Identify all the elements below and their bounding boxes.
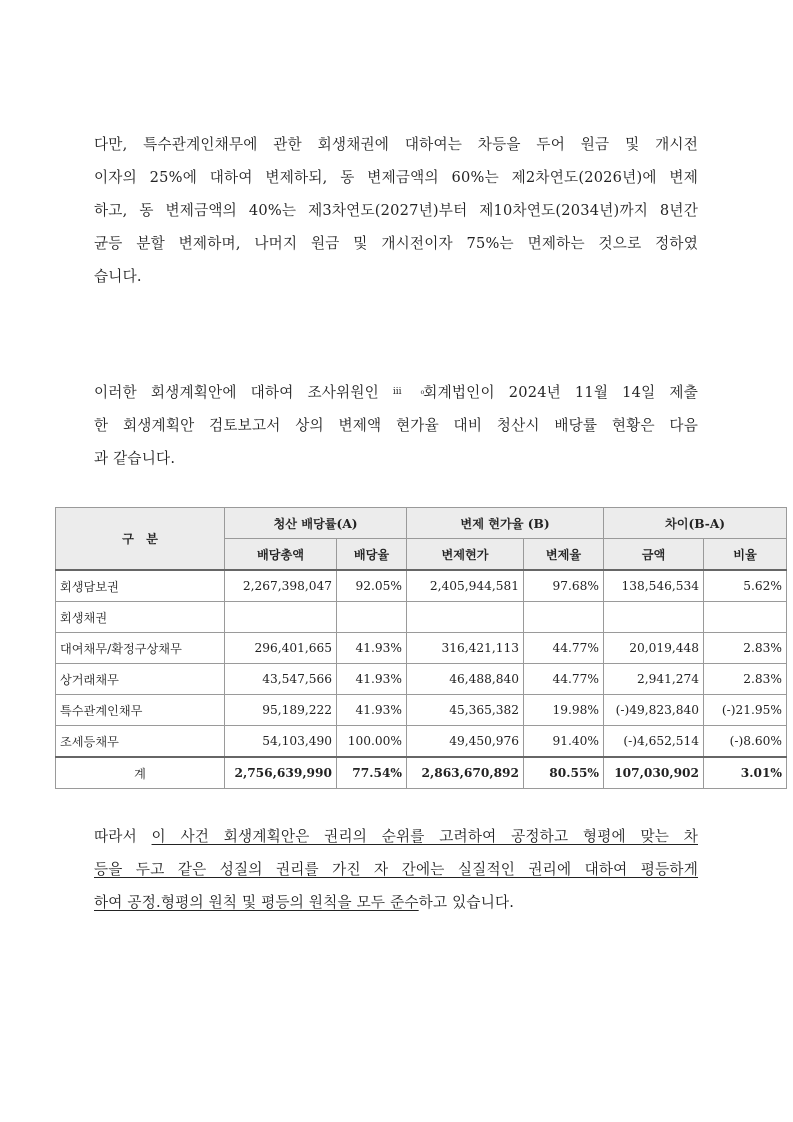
cell-ratio: [704, 602, 787, 633]
header-dividend-total: 배당총액: [225, 539, 337, 571]
cell-repayment-rate: [524, 602, 604, 633]
total-dividend-rate: 77.54%: [337, 757, 407, 789]
total-present-value: 2,863,670,892: [407, 757, 524, 789]
total-amount: 107,030,902: [604, 757, 704, 789]
cell-amount: (-)4,652,514: [604, 726, 704, 758]
cell-amount: (-)49,823,840: [604, 695, 704, 726]
row-label: 회생채권: [56, 602, 225, 633]
paragraph-line: 한 회생계획안 검토보고서 상의 변제액 현가율 대비 청산시 배당률 현황은 다음: [94, 417, 698, 434]
paragraph-line: 과 같습니다.: [94, 450, 176, 467]
cell-ratio: 2.83%: [704, 633, 787, 664]
cell-repayment-rate: 97.68%: [524, 570, 604, 602]
header-dividend-rate: 배당율: [337, 539, 407, 571]
underlined-text: 하여 공정.형평의 원칙 및 평등의 원칙을 모두 준수: [94, 894, 419, 911]
redacted-name-mark: ⅲ ₀: [392, 387, 424, 397]
paragraph-line: [94, 820, 698, 853]
table-row: [56, 726, 787, 758]
cell-repayment-rate: 91.40%: [524, 726, 604, 758]
total-label: 계: [56, 757, 225, 789]
cell-ratio: 5.62%: [704, 570, 787, 602]
dividend-comparison-table: [55, 507, 787, 789]
header-liquidation-dividend: 청산 배당률(A): [225, 508, 407, 539]
cell-dividend-total: 296,401,665: [225, 633, 337, 664]
cell-dividend-rate: 92.05%: [337, 570, 407, 602]
cell-present-value: 49,450,976: [407, 726, 524, 758]
row-label: 조세등채무: [56, 726, 225, 758]
paragraph-line: 균등 분할 변제하며, 나머지 원금 및 개시전이자 75%는 면제하는 것으로 정하였: [94, 235, 698, 252]
table-row: [56, 664, 787, 695]
table-row: [56, 695, 787, 726]
cell-present-value: 46,488,840: [407, 664, 524, 695]
paragraph-line: 하고, 동 변제금액의 40%는 제3차연도(2027년)부터 제10차연도(2034년)까지 8년간: [94, 202, 698, 219]
row-label: 회생담보권: [56, 570, 225, 602]
total-dividend-total: 2,756,639,990: [225, 757, 337, 789]
total-repayment-rate: 80.55%: [524, 757, 604, 789]
cell-present-value: 45,365,382: [407, 695, 524, 726]
cell-dividend-rate: 41.93%: [337, 664, 407, 695]
cell-repayment-rate: 44.77%: [524, 664, 604, 695]
table-header-row: [56, 508, 787, 539]
header-difference: 차이(B-A): [604, 508, 787, 539]
cell-dividend-total: 54,103,490: [225, 726, 337, 758]
cell-dividend-rate: 100.00%: [337, 726, 407, 758]
paragraph-line: [94, 853, 698, 886]
cell-ratio: 2.83%: [704, 664, 787, 695]
cell-ratio: (-)8.60%: [704, 726, 787, 758]
header-category: 구 분: [56, 508, 225, 571]
cell-amount: 138,546,534: [604, 570, 704, 602]
paragraph-conclusion: [94, 820, 698, 919]
cell-present-value: 2,405,944,581: [407, 570, 524, 602]
table-row: [56, 570, 787, 602]
cell-dividend-total: 43,547,566: [225, 664, 337, 695]
paragraph-repayment-terms: [94, 128, 698, 293]
cell-present-value: [407, 602, 524, 633]
cell-present-value: 316,421,113: [407, 633, 524, 664]
header-repayment-rate: 변제율: [524, 539, 604, 571]
cell-amount: 20,019,448: [604, 633, 704, 664]
table-row: [56, 633, 787, 664]
total-ratio: 3.01%: [704, 757, 787, 789]
header-repayment-present-value: 변제 현가율 (B): [407, 508, 604, 539]
paragraph-line: 다만, 특수관계인채무에 관한 회생채권에 대하여는 차등을 두어 원금 및 개시전: [94, 136, 698, 153]
cell-dividend-total: 95,189,222: [225, 695, 337, 726]
paragraph-line: [94, 376, 698, 409]
table-row: [56, 602, 787, 633]
paragraph-line: 이자의 25%에 대하여 변제하되, 동 변제금액의 60%는 제2차연도(2026년)에 변제: [94, 169, 698, 186]
cell-dividend-rate: [337, 602, 407, 633]
header-amount: 금액: [604, 539, 704, 571]
cell-dividend-total: [225, 602, 337, 633]
header-present-value: 변제현가: [407, 539, 524, 571]
cell-ratio: (-)21.95%: [704, 695, 787, 726]
cell-dividend-rate: 41.93%: [337, 633, 407, 664]
cell-repayment-rate: 44.77%: [524, 633, 604, 664]
paragraph-line: 습니다.: [94, 268, 142, 285]
paragraph-review-report: [94, 376, 698, 475]
header-ratio: 비율: [704, 539, 787, 571]
row-label: 상거래채무: [56, 664, 225, 695]
line-text: 이러한 회생계획안에 대하여 조사위원인: [94, 384, 379, 401]
table-total-row: [56, 757, 787, 789]
line-text: 하고 있습니다.: [418, 894, 515, 911]
cell-repayment-rate: 19.98%: [524, 695, 604, 726]
cell-amount: 2,941,274: [604, 664, 704, 695]
row-label: 특수관계인채무: [56, 695, 225, 726]
line-text: 따라서: [94, 828, 152, 845]
underlined-text: 이 사건 회생계획안은 권리의 순위를 고려하여 공정하고 형평에 맞는 차: [151, 828, 698, 845]
row-label: 대여채무/확정구상채무: [56, 633, 225, 664]
line-text: 회계법인이 2024년 11월 14일 제출: [423, 384, 698, 401]
cell-dividend-rate: 41.93%: [337, 695, 407, 726]
cell-dividend-total: 2,267,398,047: [225, 570, 337, 602]
underlined-text: 등을 두고 같은 성질의 권리를 가진 자 간에는 실질적인 권리에 대하여 평등하게: [94, 861, 698, 878]
paragraph-line: [94, 886, 698, 919]
cell-amount: [604, 602, 704, 633]
